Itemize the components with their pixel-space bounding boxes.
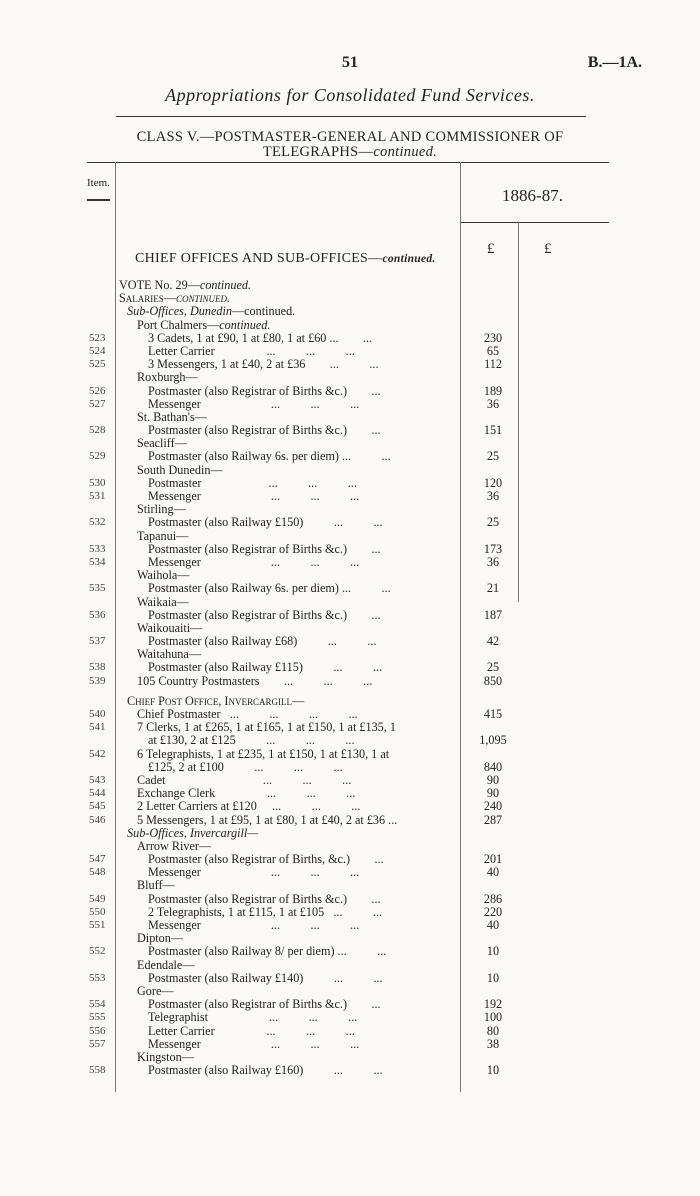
item-number: 527 [89, 397, 106, 410]
item-description [148, 972, 383, 985]
table-row [0, 814, 700, 827]
item-description-text: 2 Letter Carriers at £120 ... ... ... [137, 799, 361, 814]
item-number: 556 [89, 1024, 106, 1037]
item-description-text: South Dunedin— [137, 462, 223, 477]
item-description-text: at £130, 2 at £125 ... ... ... [148, 733, 355, 748]
item-amount: 25 [486, 515, 500, 530]
item-description-italic: continued. [175, 291, 231, 306]
item-description-text: Bluff— [137, 878, 175, 893]
item-description-text: Waikouaiti— [137, 620, 203, 635]
item-amount: 100 [483, 1010, 503, 1025]
item-amount: 173 [483, 541, 503, 556]
item-number: 534 [89, 555, 106, 568]
item-description-text: Arrow River— [137, 838, 212, 853]
item-description-text: Telegraphist ... ... ... [148, 1010, 358, 1025]
table-row [0, 1038, 700, 1051]
item-amount: 38 [486, 1036, 500, 1051]
item-description-text: Letter Carrier ... ... ... [148, 1023, 355, 1038]
table-row [0, 945, 700, 958]
item-amount: 36 [486, 554, 500, 569]
item-number: 540 [89, 708, 106, 720]
item-description-text: Tapanui— [137, 528, 189, 543]
class-heading-line-2-text: TELEGRAPHS— [262, 144, 374, 160]
item-amount: 286 [483, 891, 503, 906]
item-description-text: Postmaster (also Railway £68) ... ... [148, 634, 377, 649]
table-row [0, 609, 700, 622]
document-reference: B.—1A. [587, 54, 642, 71]
item-amount: 201 [483, 852, 503, 867]
item-description-text: Messenger ... ... ... [148, 489, 360, 503]
item-number: 524 [89, 344, 106, 357]
item-underline [87, 199, 110, 201]
item-amount: 415 [483, 707, 503, 721]
item-number: 552 [89, 945, 106, 958]
item-amount: 40 [486, 918, 500, 932]
item-number: 542 [89, 747, 106, 760]
item-description-text: Postmaster (also Railway 8/ per diem) ... ... [148, 944, 387, 959]
item-number: 543 [89, 773, 106, 786]
item-description-text: 105 Country Postmasters ... ... ... [137, 673, 373, 688]
table-row [0, 358, 700, 371]
top-rule [116, 116, 586, 117]
item-description-text: Cadet ... ... ... [137, 772, 352, 787]
item-number: 555 [89, 1011, 106, 1024]
item-description-text: £125, 2 at £100 ... ... ... [148, 759, 343, 774]
item-amount: 120 [483, 475, 503, 490]
item-number: 530 [89, 476, 106, 489]
item-description [148, 866, 359, 879]
table-row [0, 582, 700, 595]
item-number: 541 [89, 721, 106, 734]
table-row [0, 450, 700, 463]
item-number: 536 [89, 608, 106, 621]
item-amount: 850 [483, 673, 503, 688]
item-number: 538 [89, 661, 106, 674]
item-description-italic: Sub-Offices, Dunedin [127, 304, 232, 319]
item-description-text: Messenger ... ... ... [148, 865, 360, 880]
item-amount: 25 [486, 660, 500, 675]
item-description-text: Postmaster ... ... ... [148, 475, 357, 490]
item-column-header: Item. [87, 177, 110, 189]
item-number: 525 [89, 358, 106, 371]
currency-symbol-1: £ [487, 241, 495, 257]
item-description-italic: continued. [199, 278, 252, 292]
item-description-text: Chief Post Office, Invercargill— [127, 693, 305, 708]
item-description-text: Postmaster (also Registrar of Births &c.) ... [148, 383, 381, 398]
item-number: 553 [89, 971, 106, 984]
page-subtitle: Appropriations for Consolidated Fund Services. [165, 85, 535, 105]
item-amount: 65 [486, 343, 500, 358]
item-description-italic: continued. [219, 317, 271, 332]
item-description-text: Waitahuna— [137, 647, 201, 662]
item-description-text: Postmaster (also Railway 6s. per diem) ... ... [148, 581, 391, 596]
item-number: 550 [89, 905, 106, 918]
item-description-text: Postmaster (also Railway £150) ... ... [148, 515, 383, 530]
item-amount: 10 [486, 1063, 500, 1078]
item-description-text: 3 Cadets, 1 at £90, 1 at £80, 1 at £60 ... ... [148, 330, 373, 345]
item-description-text: Postmaster (also Registrar of Births, &c.) ... [148, 852, 384, 867]
table-row [0, 398, 700, 411]
table-row [0, 972, 700, 985]
class-heading-line-2 [0, 145, 700, 160]
item-description-text: Messenger ... ... ... [148, 554, 360, 569]
item-amount: 90 [486, 786, 500, 801]
table-row [0, 490, 700, 503]
item-description [148, 1064, 383, 1077]
row-spacer [0, 688, 700, 695]
item-amount: 151 [483, 423, 503, 438]
item-amount: 40 [486, 865, 500, 880]
class-heading-line-1: CLASS V.—POSTMASTER-GENERAL AND COMMISSIONER OF [136, 129, 564, 145]
item-number: 544 [89, 787, 106, 800]
item-amount: 10 [486, 944, 500, 959]
item-amount: 90 [486, 772, 500, 787]
item-description-text: Postmaster (also Railway £115) ... ... [148, 660, 383, 675]
item-description-text: Port Chalmers— [137, 317, 220, 332]
item-description-text: Postmaster (also Registrar of Births &c.) ... [148, 541, 381, 556]
item-number: 529 [89, 450, 106, 463]
item-description-text: 5 Messengers, 1 at £95, 1 at £80, 1 at £40, 2 at £36 ... [137, 812, 398, 827]
item-description-italic: Sub-Offices, Invercargill— [127, 825, 259, 840]
table-row [0, 866, 700, 879]
item-amount: 1,095 [479, 733, 507, 748]
item-description-text: Waikaia— [137, 594, 189, 609]
item-number: 533 [89, 542, 106, 555]
item-description-text: 2 Telegraphists, 1 at £115, 1 at £105 ... ... [148, 904, 383, 919]
item-amount: 21 [486, 581, 500, 596]
item-description-text: Messenger ... ... ... [148, 396, 360, 411]
item-description-text: Messenger ... ... ... [148, 1036, 360, 1051]
item-description-text: Messenger ... ... ... [148, 918, 360, 932]
item-amount: 287 [483, 812, 503, 827]
item-description-text: 6 Telegraphists, 1 at £235, 1 at £150, 1 at £130, 1 at [137, 746, 390, 761]
item-number: 526 [89, 384, 106, 397]
table-row [0, 675, 700, 688]
item-description-text: Postmaster (also Railway 6s. per diem) ... ... [148, 449, 391, 464]
item-description-text: Postmaster (also Registrar of Births &c.) ... [148, 607, 381, 622]
item-number: 551 [89, 919, 106, 931]
item-description-text: Stirling— [137, 502, 186, 517]
item-description-text: Edendale— [137, 957, 195, 972]
section-heading [135, 251, 436, 267]
table-row [0, 424, 700, 437]
table-row [0, 748, 700, 761]
item-description-text: Seacliff— [137, 436, 187, 451]
item-description [137, 675, 372, 688]
item-description-text: Postmaster (also Registrar of Births &c.) ... [148, 423, 381, 438]
item-amount: 36 [486, 396, 500, 411]
item-amount: 240 [483, 799, 503, 814]
item-number: 537 [89, 635, 106, 648]
item-description-text: Postmaster (also Registrar of Births &c.) ... [148, 997, 381, 1012]
item-amount: 80 [486, 1023, 500, 1038]
table-row [0, 635, 700, 648]
table-row [0, 279, 700, 292]
item-number: 545 [89, 800, 106, 813]
item-amount: 192 [483, 997, 503, 1012]
table-row [0, 292, 700, 305]
item-description-text: Postmaster (also Railway £140) ... ... [148, 970, 383, 985]
year-header-rule [460, 222, 609, 223]
item-description-text: St. Bathan's— [137, 409, 207, 424]
item-description-text: Gore— [137, 983, 174, 998]
item-number: 549 [89, 892, 106, 905]
item-number: 528 [89, 424, 106, 437]
item-description-suffix: —continued. [231, 304, 296, 319]
item-number: 539 [89, 674, 106, 687]
currency-symbol-2: £ [544, 241, 552, 257]
item-description-text: 7 Clerks, 1 at £265, 1 at £165, 1 at £150, 1 at £135, 1 [137, 720, 396, 735]
table-row [0, 1064, 700, 1077]
item-number: 546 [89, 813, 106, 826]
item-description-text: Kingston— [137, 1049, 194, 1064]
section-heading-italic: continued. [382, 253, 436, 265]
section-heading-text: CHIEF OFFICES AND SUB-OFFICES— [135, 251, 383, 266]
table-row [0, 305, 700, 318]
item-amount: 25 [486, 449, 500, 464]
item-amount: 189 [483, 383, 503, 398]
item-number: 558 [89, 1064, 106, 1077]
item-amount: 36 [486, 489, 500, 503]
item-description-text: Exchange Clerk ... ... ... [137, 786, 356, 801]
item-description-text: Chief Postmaster ... ... ... ... [137, 707, 358, 721]
item-number: 554 [89, 998, 106, 1011]
item-amount: 112 [484, 357, 502, 372]
table-row [0, 516, 700, 529]
item-amount: 42 [486, 634, 500, 649]
item-number: 532 [89, 516, 106, 529]
class-heading-line-2-italic: continued. [373, 144, 438, 160]
item-description-text: VOTE No. 29— [119, 278, 200, 292]
appropriation-lines [0, 279, 700, 1077]
item-number: 535 [89, 582, 106, 595]
item-description-text: Roxburgh— [137, 370, 198, 385]
item-amount: 220 [483, 904, 503, 919]
item-amount: 230 [483, 330, 503, 345]
item-number: 547 [89, 853, 106, 866]
item-number: 557 [89, 1037, 106, 1050]
item-description-text: Postmaster (also Railway £160) ... ... [148, 1063, 383, 1078]
item-number: 531 [89, 490, 106, 502]
item-number: 548 [89, 866, 106, 879]
page-number: 51 [342, 54, 358, 71]
item-description-text: Letter Carrier ... ... ... [148, 343, 355, 358]
item-description-text: Postmaster (also Registrar of Births &c.) ... [148, 891, 381, 906]
item-description-text: Waihola— [137, 568, 190, 583]
item-amount: 840 [483, 759, 503, 774]
item-amount: 187 [483, 607, 503, 622]
table-row [0, 827, 700, 840]
item-amount: 10 [486, 970, 500, 985]
table-row [0, 919, 700, 932]
year-column-header: 1886-87. [502, 186, 563, 205]
item-description-text: Salaries— [119, 291, 176, 306]
table-top-rule [87, 162, 609, 163]
table-row [0, 556, 700, 569]
item-description-text: Dipton— [137, 931, 184, 946]
item-description-text: 3 Messengers, 1 at £40, 2 at £36 ... ... [148, 357, 379, 372]
item-number: 523 [89, 331, 106, 344]
class-heading [0, 130, 700, 160]
